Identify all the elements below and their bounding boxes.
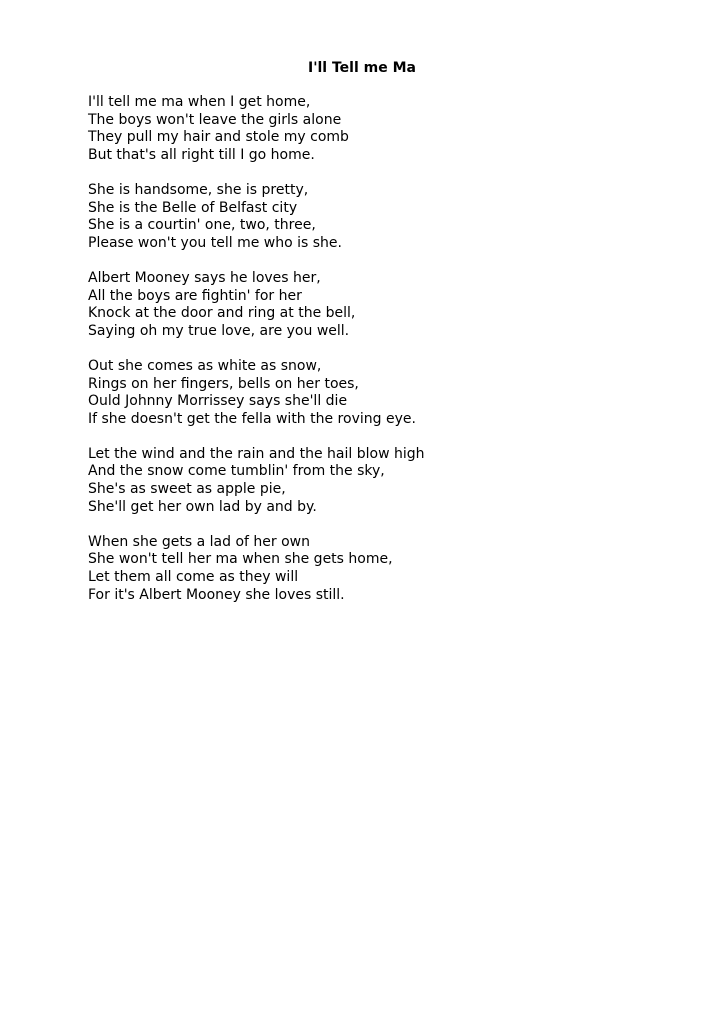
poem-line: And the snow come tumblin' from the sky, xyxy=(88,463,385,480)
poem-line: Please won't you tell me who is she. xyxy=(88,234,342,251)
poem-line: If she doesn't get the fella with the roving eye. xyxy=(88,410,416,427)
poem-line: Knock at the door and ring at the bell, xyxy=(88,305,356,322)
poem-line: She won't tell her ma when she gets home, xyxy=(88,551,393,568)
stanza-3 xyxy=(88,270,688,340)
poem-line: The boys won't leave the girls alone xyxy=(88,111,342,128)
poem-line: She is the Belle of Belfast city xyxy=(88,199,298,216)
poem-line: She is handsome, she is pretty, xyxy=(88,181,309,198)
poem-body xyxy=(88,94,688,622)
poem-line: When she gets a lad of her own xyxy=(88,533,310,550)
poem-line: All the boys are fightin' for her xyxy=(88,287,302,304)
poem-line: I'll tell me ma when I get home, xyxy=(88,94,311,110)
poem-line: She is a courtin' one, two, three, xyxy=(88,217,316,234)
stanza-1 xyxy=(88,94,688,164)
poem-line: Albert Mooney says he loves her, xyxy=(88,269,321,286)
poem-line: Out she comes as white as snow, xyxy=(88,357,322,374)
poem-line: Let them all come as they will xyxy=(88,569,299,586)
poem-line: Let the wind and the rain and the hail blow high xyxy=(88,445,425,462)
poem-line: Saying oh my true love, are you well. xyxy=(88,322,350,339)
poem-line: She's as sweet as apple pie, xyxy=(88,481,286,498)
poem-line: Ould Johnny Morrissey says she'll die xyxy=(88,393,348,410)
document-title: I'll Tell me Ma xyxy=(308,60,416,76)
stanza-6 xyxy=(88,534,688,604)
stanza-5 xyxy=(88,446,688,516)
poem-line: They pull my hair and stole my comb xyxy=(88,129,349,146)
poem-line: She'll get her own lad by and by. xyxy=(88,498,317,515)
poem-line: Rings on her fingers, bells on her toes, xyxy=(88,375,359,392)
stanza-4 xyxy=(88,358,688,428)
stanza-2 xyxy=(88,182,688,252)
poem-line: But that's all right till I go home. xyxy=(88,146,315,163)
poem-line: For it's Albert Mooney she loves still. xyxy=(88,586,345,603)
